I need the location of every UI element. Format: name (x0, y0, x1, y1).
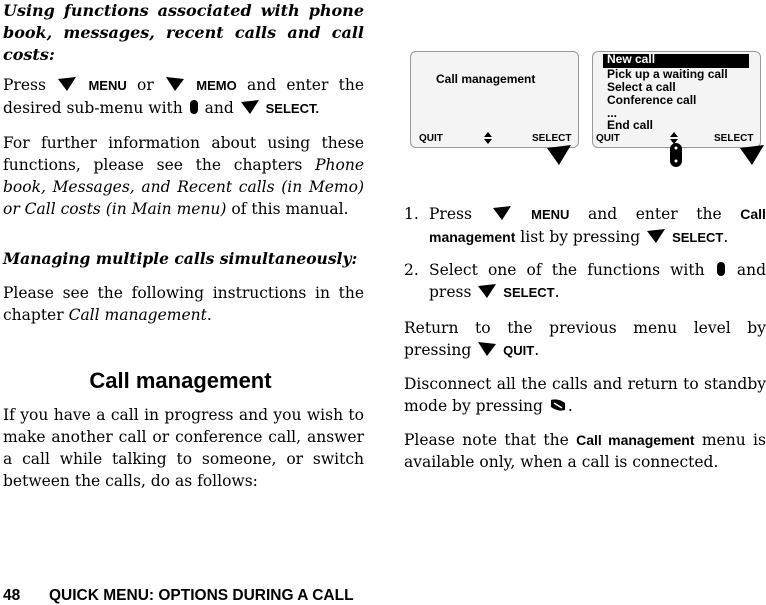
left-softkey-icon (545, 144, 573, 166)
note-paragraph: Please note that the Call management menu is available only, when a call is connected. (404, 431, 766, 471)
menu-item[interactable]: Select a call (607, 80, 676, 94)
multi-heading: Managing multiple calls simultaneously: (3, 249, 358, 268)
quit-softkey-label: QUIT (419, 133, 443, 144)
left-column (3, 0, 364, 326)
menu-item[interactable]: Pick up a waiting call (607, 67, 728, 81)
phone-screen-menu-list (592, 51, 761, 148)
intro-heading: Using functions associated with phone book, messages, recent calls and call costs: (3, 1, 364, 64)
further-paragraph: For further information about using these functions, please see the chapters Phone book, Messages, and Recent calls (in Memo) or Call costs (in Main menu) of this manual. (3, 134, 364, 218)
left-softkey-icon (491, 205, 513, 221)
scroll-key-icon (715, 261, 727, 277)
menu-item-selected[interactable]: New call (607, 52, 656, 66)
left-softkey-icon (645, 228, 667, 244)
return-paragraph: Return to the previous menu level by pressing QUIT. (404, 319, 766, 359)
select-softkey-label: SELECT (532, 133, 572, 144)
menu-item[interactable]: Conference call (607, 93, 697, 107)
right-softkey-icon (164, 76, 186, 92)
phone-screen-call-management (410, 51, 579, 148)
left-softkey-icon (56, 76, 78, 92)
intro-paragraph: Press MENU or MEMO and enter the desired sub-menu with and SELECT. (3, 76, 365, 117)
see-paragraph: Please see the following instructions in the chapter Call management. (3, 284, 364, 324)
scroll-key-icon (668, 142, 684, 168)
scroll-arrows-icon (484, 132, 492, 144)
disconnect-paragraph: Disconnect all the calls and return to standby mode by pressing . (404, 375, 766, 415)
footer-title: QUICK MENU: OPTIONS DURING A CALL (49, 587, 354, 604)
menu-ellipsis: ... (607, 106, 618, 120)
page-footer (3, 587, 354, 605)
scroll-key-icon (188, 99, 200, 115)
right-softkey-icon (476, 341, 498, 357)
left-softkey-icon (239, 99, 261, 115)
end-call-key-icon (548, 397, 568, 413)
select-softkey-label: SELECT (714, 133, 754, 144)
left-softkey-icon (738, 144, 766, 166)
section-title: Call management (89, 368, 272, 393)
screen-title: Call management (436, 72, 536, 86)
menu-item[interactable]: End call (607, 118, 654, 132)
quit-softkey-label: QUIT (596, 133, 620, 144)
section-body: If you have a call in progress and you wish to make another call or conference call, answer a call while talking to someone, or switch between the calls, do as follows: (3, 406, 364, 490)
page-number: 48 (3, 587, 21, 604)
left-softkey-icon (476, 283, 498, 299)
